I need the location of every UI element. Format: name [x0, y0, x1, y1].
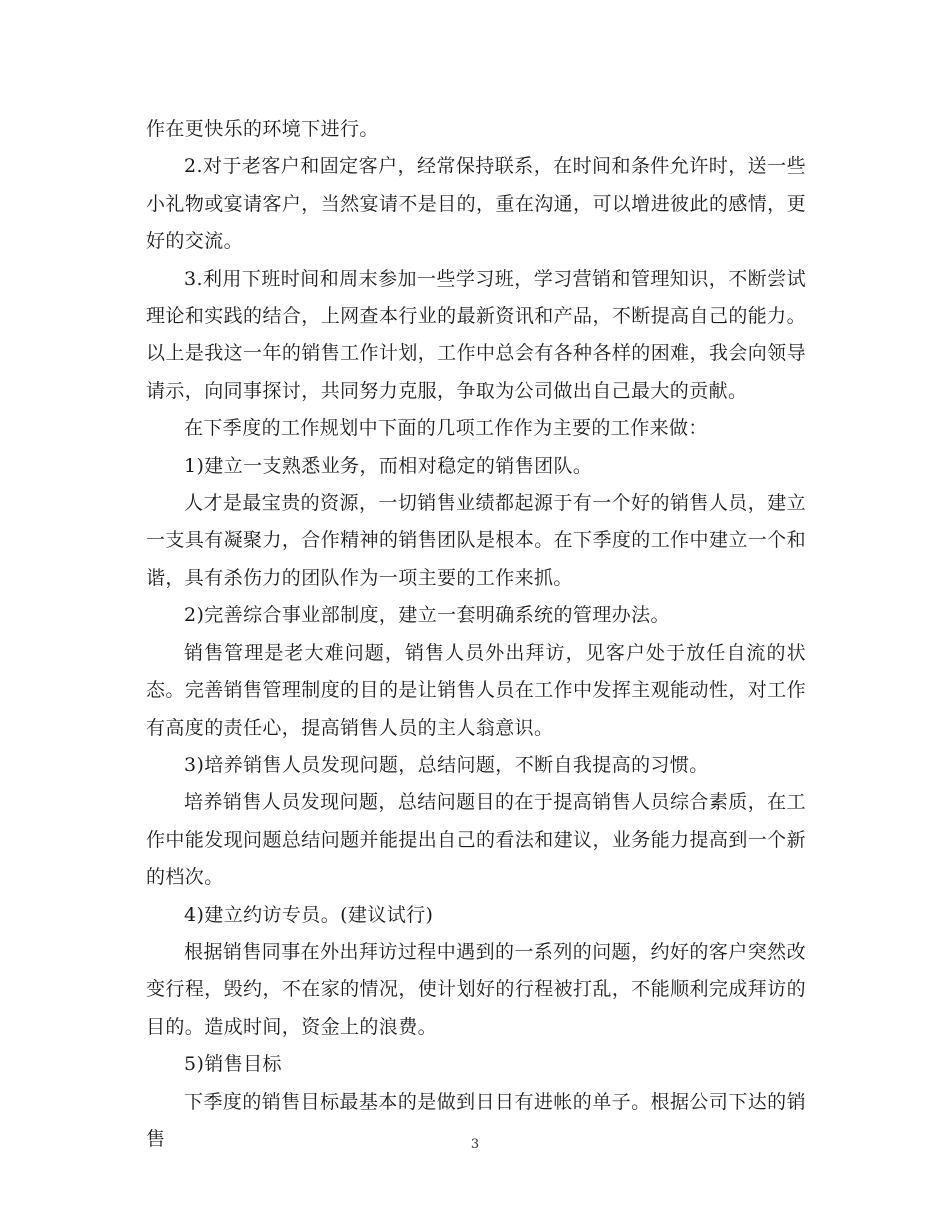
- heading-sales-target: 5)销售目标: [184, 1053, 282, 1076]
- page-number: 3: [470, 1137, 480, 1152]
- paragraph-item-2: 2.对于老客户和固定客户，经常保持联系，在时间和条件允许时，送一些小礼物或宴请客户，当然宴请不是目的，重在沟通，可以增进彼此的感情，更好的交流。: [146, 155, 806, 253]
- paragraph-sales-target: 下季度的销售目标最基本的是做到日日有进帐的单子。根据公司下达的销售: [146, 1090, 806, 1150]
- paragraph-management: 销售管理是老大难问题，销售人员外出拜访，见客户处于放任自流的状态。完善销售管理制度的目的是让销售人员在工作中发挥主观能动性，对工作有高度的责任心，提高销售人员的主人翁意识。: [146, 641, 806, 739]
- paragraph-appointments: 根据销售同事在外出拜访过程中遇到的一系列的问题，约好的客户突然改变行程，毁约，不在家的情况，使计划好的行程被打乱，不能顺利完成拜访的目的。造成时间，资金上的浪费。: [146, 940, 806, 1038]
- heading-team: 1)建立一支熟悉业务，而相对稳定的销售团队。: [184, 454, 593, 477]
- document-body: [146, 111, 806, 1158]
- heading-appointments: 4)建立约访专员。(建议试行): [184, 903, 434, 926]
- heading-management: 2)完善综合事业部制度，建立一套明确系统的管理办法。: [184, 604, 670, 627]
- paragraph-team: 人才是最宝贵的资源，一切销售业绩都起源于有一个好的销售人员，建立一支具有凝聚力，合作精神的销售团队是根本。在下季度的工作中建立一个和谐，具有杀伤力的团队作为一项主要的工作来抓。: [146, 492, 806, 589]
- paragraph-habits: 培养销售人员发现问题，总结问题目的在于提高销售人员综合素质，在工作中能发现问题总结问题并能提出自己的看法和建议，业务能力提高到一个新的档次。: [146, 791, 806, 889]
- paragraph-item-3: 3.利用下班时间和周末参加一些学习班，学习营销和管理知识，不断尝试理论和实践的结合，上网查本行业的最新资讯和产品，不断提高自己的能力。以上是我这一年的销售工作计划，工作中总会有各种各样的困难，我会向领导请示，向同事探讨，共同努力克服，争取为公司做出自己最大的贡献。: [146, 267, 806, 402]
- paragraph-plan-intro: 在下季度的工作规划中下面的几项工作作为主要的工作来做：: [184, 417, 708, 440]
- paragraph-continuation: 作在更快乐的环境下进行。: [146, 118, 379, 140]
- heading-habits: 3)培养销售人员发现问题，总结问题，不断自我提高的习惯。: [184, 753, 709, 776]
